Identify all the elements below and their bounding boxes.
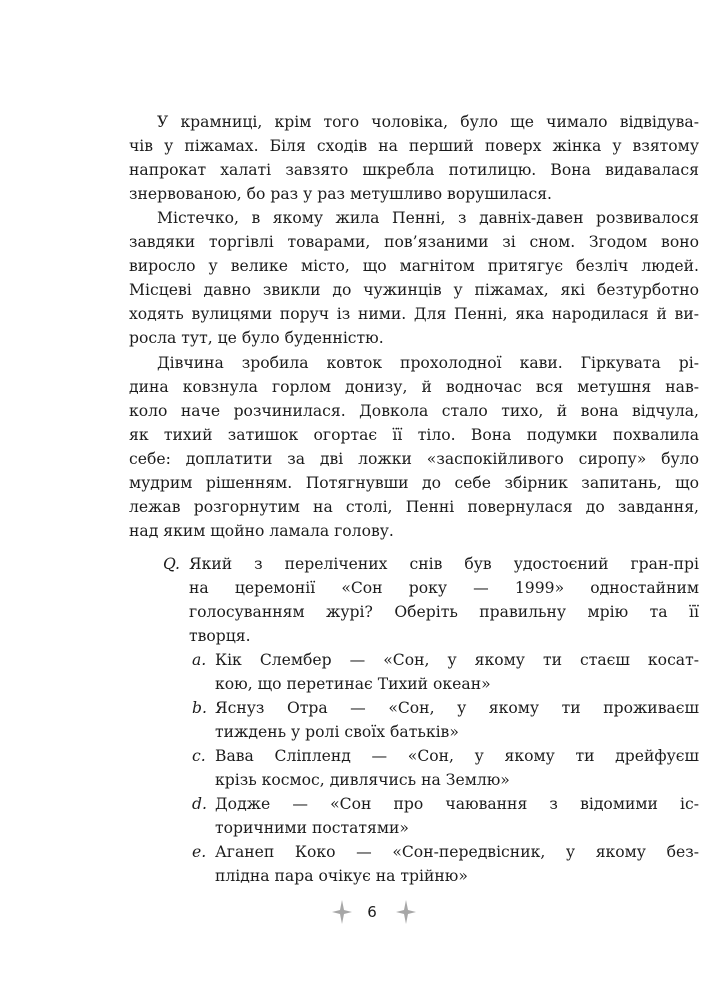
- answer-marker: a.: [192, 651, 207, 669]
- answer-list: [192, 648, 699, 888]
- four-point-star-icon: [332, 900, 352, 924]
- text-line: Який з перелічених снів був удостоєний гран-прі: [189, 555, 699, 573]
- text-line: дина ковзнула горлом донизу, й водночас вся метушня нав-: [129, 378, 699, 396]
- quiz-question: [163, 552, 699, 888]
- text-line: чів у піжамах. Біля сходів на перший поверх жінка у взятому: [129, 137, 699, 155]
- paragraph-1: [129, 110, 699, 206]
- text-line: Аганеп Коко — «Сон-передвісник, у якому без-: [215, 843, 699, 861]
- answer-option-e: [192, 840, 699, 888]
- text-line: знервованою, бо раз у раз метушливо ворушилася.: [129, 185, 552, 203]
- text-line: росла тут, це було буденністю.: [129, 329, 384, 347]
- text-line: себе: доплатити за дві ложки «заспокійливого сиропу» було: [129, 450, 699, 468]
- page-number: 6: [367, 903, 377, 921]
- answer-marker: e.: [192, 843, 207, 861]
- text-line: торичними постатями»: [215, 819, 409, 837]
- answer-option-a: [192, 648, 699, 696]
- text-line: Додже — «Сон про чаювання з відомими іс-: [215, 795, 699, 813]
- answer-marker: c.: [192, 747, 206, 765]
- answer-option-b: [192, 696, 699, 744]
- text-line: напрокат халаті завзято шкребла потилицю. Вона видавалася: [129, 161, 699, 179]
- text-line: Яснуз Отра — «Сон, у якому ти проживаєш: [215, 699, 699, 717]
- text-line: на церемонії «Сон року — 1999» одностайним: [189, 579, 699, 597]
- text-line: Кік Слембер — «Сон, у якому ти стаєш косат-: [215, 651, 699, 669]
- text-line: плідна пара очікує на трійню»: [215, 867, 468, 885]
- text-line: Вава Сліпленд — «Сон, у якому ти дрейфуєш: [215, 747, 699, 765]
- answer-option-c: [192, 744, 699, 792]
- answer-marker: d.: [192, 795, 207, 813]
- answer-option-d: [192, 792, 699, 840]
- text-line: Містечко, в якому жила Пенні, з давніх-давен розвивалося: [157, 209, 699, 227]
- text-line: Місцеві давно звикли до чужинців у піжамах, які безтурботно: [129, 281, 699, 299]
- question-text: [189, 552, 699, 888]
- paragraph-2: [129, 206, 699, 350]
- text-line: мудрим рішенням. Потягнувши до себе збірник запитань, що: [129, 474, 699, 492]
- answer-marker: b.: [192, 699, 207, 717]
- page-footer: [0, 898, 715, 928]
- text-line: У крамниці, крім того чоловіка, було ще чимало відвідува-: [157, 113, 699, 131]
- text-line: лежав розгорнутим на столі, Пенні повернулася до завдання,: [129, 498, 699, 516]
- paragraph-3: [129, 351, 699, 543]
- four-point-star-icon: [396, 900, 416, 924]
- question-marker: Q.: [163, 555, 180, 573]
- text-line: ходять вулицями поруч із ними. Для Пенні, яка народилася й ви-: [129, 305, 699, 323]
- text-line: виросло у велике місто, що магнітом притягує безліч людей.: [129, 257, 699, 275]
- text-line: над яким щойно ламала голову.: [129, 522, 394, 540]
- text-line: голосуванням журі? Оберіть правильну мрію та її: [189, 603, 699, 621]
- text-line: як тихий затишок огортає її тіло. Вона подумки похвалила: [129, 426, 699, 444]
- text-line: кою, що перетинає Тихий океан»: [215, 675, 491, 693]
- text-line: Дівчина зробила ковток прохолодної кави. Гіркувата рі-: [157, 354, 699, 372]
- text-line: тиждень у ролі своїх батьків»: [215, 723, 459, 741]
- question-row: [163, 552, 699, 888]
- text-line: творця.: [189, 627, 251, 645]
- text-line: коло наче розчинилася. Довкола стало тихо, й вона відчула,: [129, 402, 699, 420]
- text-line: крізь космос, дивлячись на Землю»: [215, 771, 510, 789]
- text-line: завдяки торгівлі товарами, пов’язаними зі сном. Згодом воно: [129, 233, 699, 251]
